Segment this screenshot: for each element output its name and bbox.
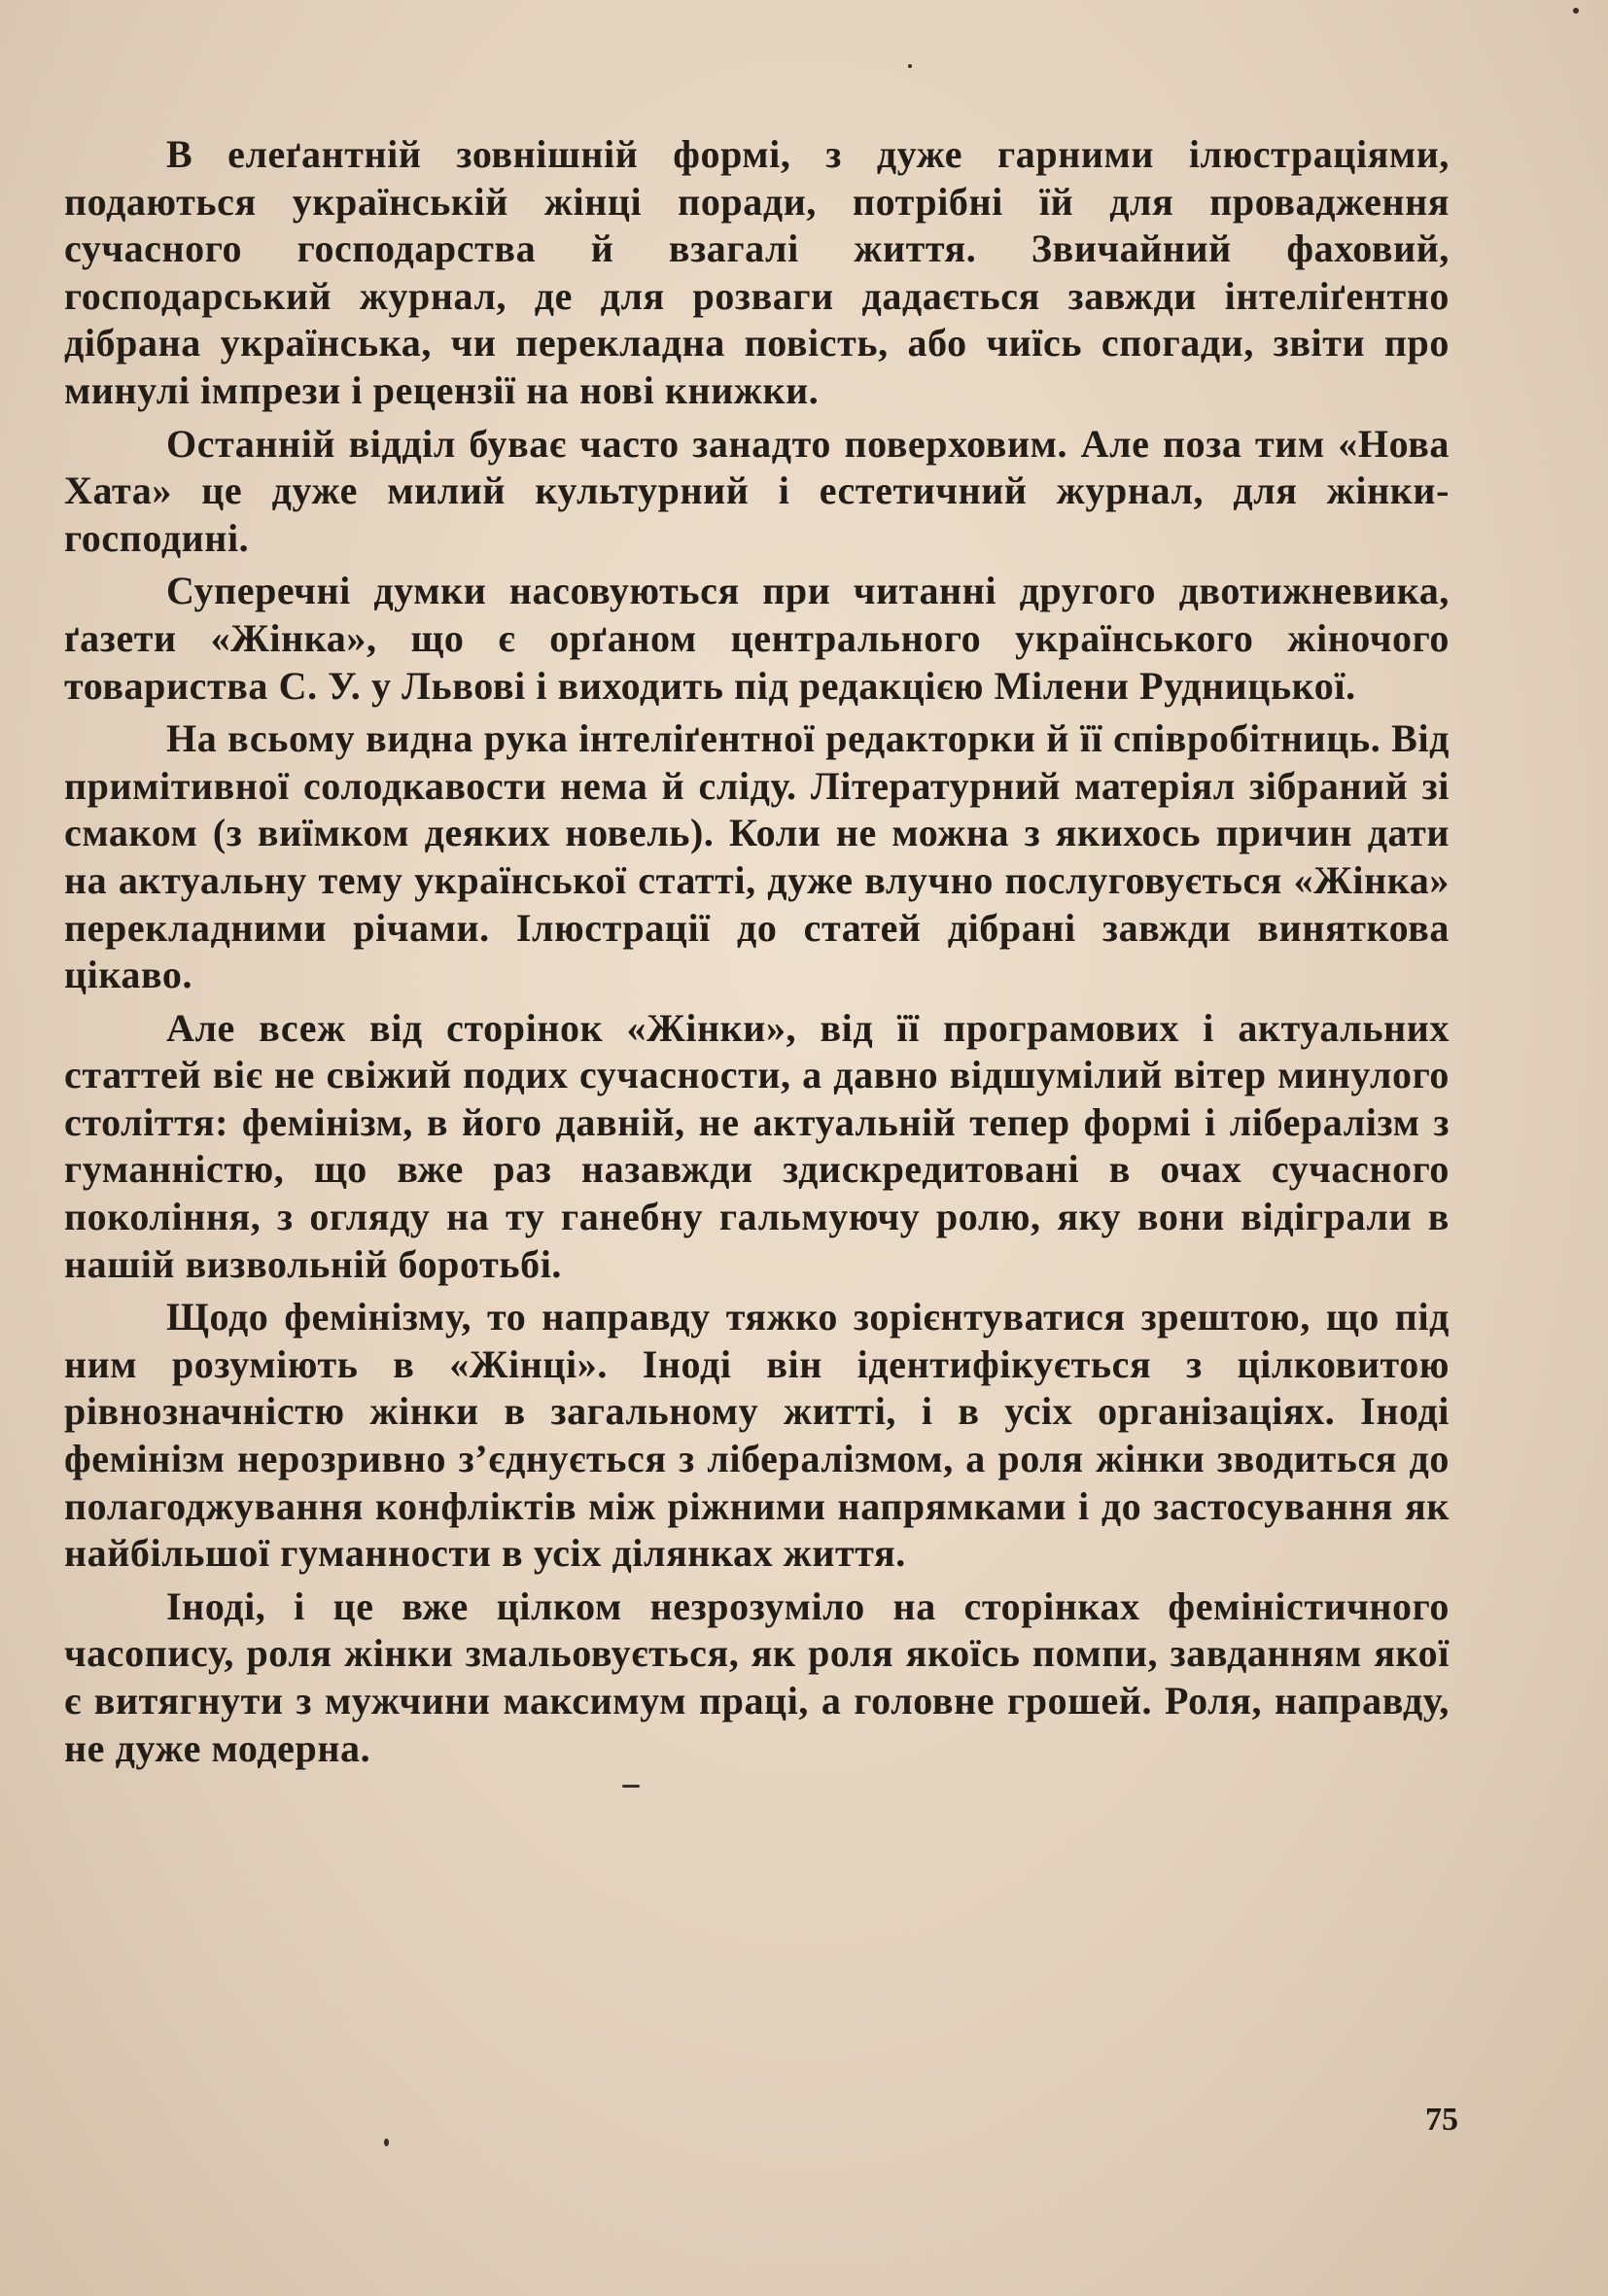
paper-speck (384, 2139, 389, 2146)
paragraph: Останній відділ буває часто занадто поверховим. Але поза тим «Нова Хата» це дуже милий культурний і естетичний журнал, для жінки-господині. (64, 421, 1450, 560)
paper-speck (908, 64, 912, 68)
paper-speck (622, 1785, 640, 1788)
paragraph: На всьому видна рука інтеліґентної редакторки й її співробітниць. Від примітивної солодкавости нема й сліду. Літературний матеріял зібраний зі смаком (з виїмком деяких новель). Коли не можна з якихось причин дати на актуальну тему української статті, дуже влучно послуговується «Жінка» перекладними річами. Ілюстрації до статей дібрані завжди виняткова цікаво. (64, 716, 1450, 997)
page-number: 75 (1425, 2102, 1458, 2138)
paper-speck (1573, 8, 1579, 14)
paragraph: Суперечні думки насовуються при читанні другого двотижневика, ґазети «Жінка», що є орґаном центрального українського жіночого товариства С. У. у Львові і виходить під редакцією Мілени Рудницької. (64, 569, 1450, 708)
paragraph: Але всеж від сторінок «Жінки», від її програмових і актуальних статтей віє не свіжий подих сучасности, а давно відшумілий вітер минулого століття: фемінізм, в його давній, не актуальній тепер формі і лібералізм з гуманністю, що вже раз назавжди здискредитовані в очах сучасного покоління, з огляду на ту ганебну гальмуючу ролю, яку вони відіграли в нашій визвольній боротьбі. (64, 1005, 1450, 1286)
paragraph: В елеґантній зовнішній формі, з дуже гарними ілюстраціями, подаються українській жінці поради, потрібні їй для провадження сучасного господарства й взагалі життя. Звичайний фаховий, господарський журнал, де для розваги дадається завжди інтеліґентно дібрана українська, чи перекладна повість, або чиїсь спогади, звіти про минулі імпрези і рецензії на нові книжки. (64, 132, 1450, 412)
paragraph: Іноді, і це вже цілком незрозуміло на сторінках феміністичного часопису, роля жінки змальовується, як роля якоїсь помпи, завданням якої є витягнути з мужчини максимум праці, а головне грошей. Роля, направду, не дуже модерна. (64, 1583, 1450, 1770)
body-text (64, 131, 1450, 1778)
paragraph: Щодо фемінізму, то направду тяжко зорієнтуватися зрештою, що під ним розуміють в «Жінці». Іноді він ідентифікується з цілковитою рівнозначністю жінки в загальному житті, і в усіх організаціях. Іноді фемінізм нерозривно з’єднується з лібералізмом, а роля жінки зводиться до полагоджування конфліктів між ріжними напрямками і до застосування як найбільшої гуманности в усіх ділянках життя. (64, 1295, 1450, 1576)
